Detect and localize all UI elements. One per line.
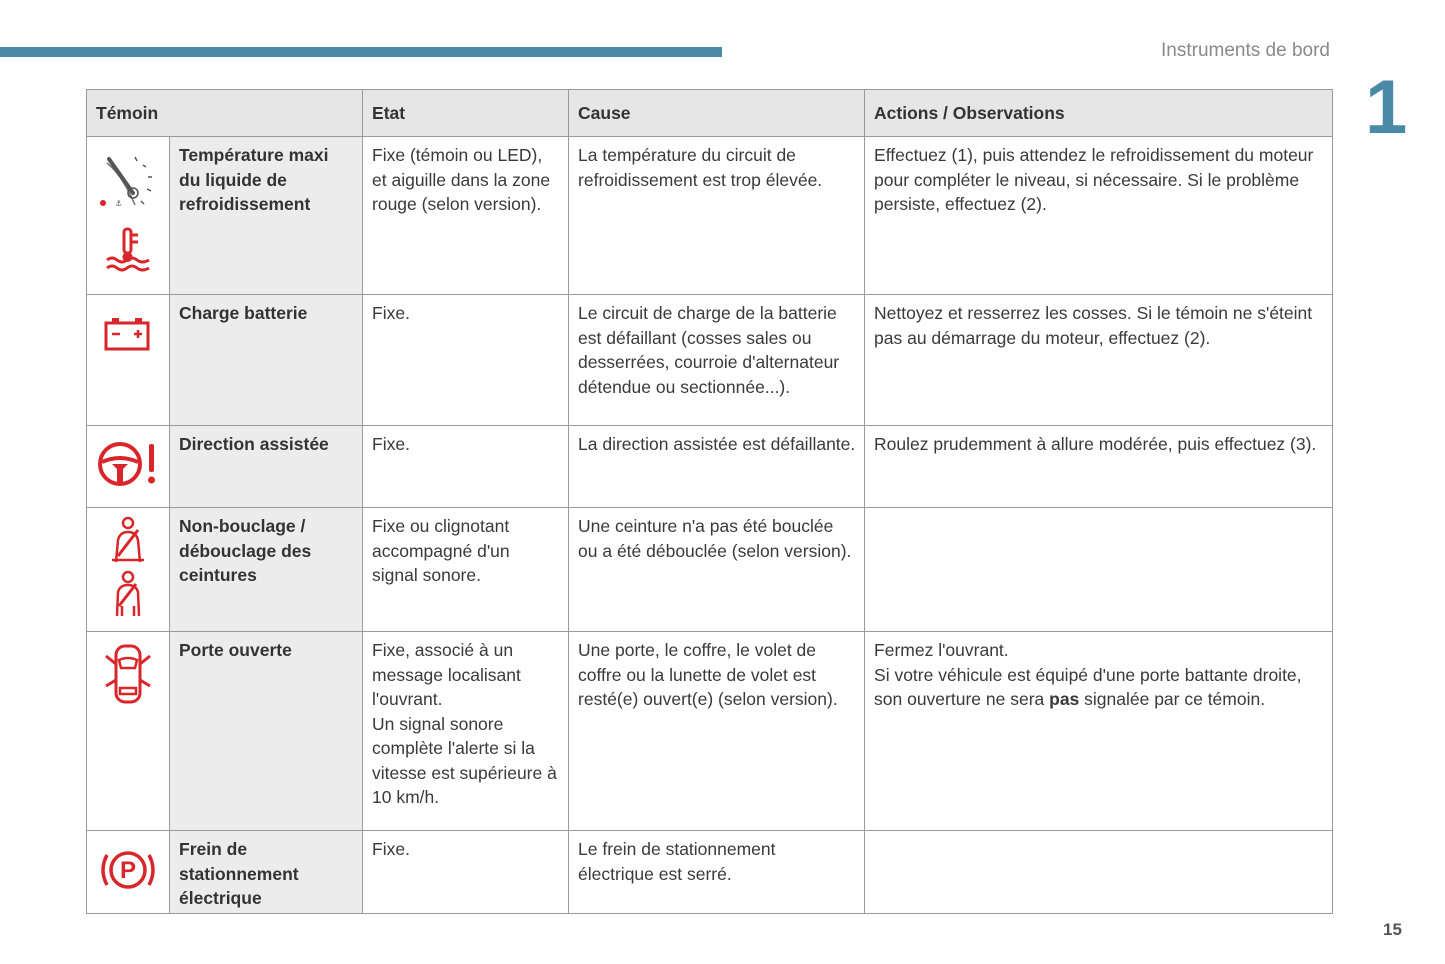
row-state: Fixe. [363, 831, 569, 914]
row-name: Non-bouclage / débouclage des ceintures [170, 508, 363, 632]
table-row [87, 137, 1333, 295]
row-action: Nettoyez et resserrez les cosses. Si le témoin ne s'éteint pas au démarrage du moteur, effectuez (2). [865, 295, 1333, 426]
row-action: Effectuez (1), puis attendez le refroidissement du moteur pour compléter le niveau, si nécessaire. Si le problème persiste, effectuez (2). [865, 137, 1333, 295]
row-name: Charge batterie [170, 295, 363, 426]
row-name: Température maxi du liquide de refroidissement [170, 137, 363, 295]
power-steering-icon [96, 440, 160, 490]
row-icons [87, 508, 170, 632]
row-icons [87, 426, 170, 508]
row-name: Direction assistée [170, 426, 363, 508]
row-icons [87, 831, 170, 914]
header-etat: Etat [363, 90, 569, 137]
table-row [87, 831, 1333, 914]
row-name: Frein de stationnement électrique [170, 831, 363, 914]
coolant-temperature-icon [103, 227, 153, 275]
row-state: Fixe ou clignotant accompagné d'un signal sonore. [363, 508, 569, 632]
battery-icon [103, 315, 153, 355]
warning-lights-table [86, 89, 1333, 914]
row-action [865, 632, 1333, 831]
row-cause: Le circuit de charge de la batterie est défaillant (cosses sales ou desserrées, courroie d'alternateur détendue ou sectionnée...). [569, 295, 865, 426]
row-action [865, 508, 1333, 632]
table-row [87, 508, 1333, 632]
row-state [363, 632, 569, 831]
action-line [874, 663, 1324, 712]
action-emphasis: pas [1049, 689, 1080, 709]
state-line: Fixe, associé à un message localisant l'ouvrant. [372, 640, 521, 709]
table-row [87, 632, 1333, 831]
coolant-gauge-icon [95, 149, 161, 223]
table-row [87, 295, 1333, 426]
seatbelt-front-icon [106, 516, 150, 568]
row-state: Fixe (témoin ou LED), et aiguille dans la zone rouge (selon version). [363, 137, 569, 295]
row-icons [87, 137, 170, 295]
row-state: Fixe. [363, 426, 569, 508]
table-row [87, 426, 1333, 508]
row-cause: La direction assistée est défaillante. [569, 426, 865, 508]
row-action [865, 831, 1333, 914]
door-open-icon [103, 642, 153, 708]
section-title: Instruments de bord [1161, 40, 1330, 61]
row-cause: Une ceinture n'a pas été bouclée ou a été débouclée (selon version). [569, 508, 865, 632]
action-text: Si votre véhicule est équipé d'une porte battante droite, son ouverture ne sera [874, 664, 1302, 709]
page-number: 15 [1383, 920, 1402, 939]
row-icons [87, 632, 170, 831]
svg-text:P: P [119, 857, 137, 884]
row-action: Roulez prudemment à allure modérée, puis effectuez (3). [865, 426, 1333, 508]
row-state: Fixe. [363, 295, 569, 426]
table-header-row [87, 90, 1333, 137]
row-cause: Le frein de stationnement électrique est serré. [569, 831, 865, 914]
svg-text:⚓: ⚓ [115, 199, 123, 208]
row-cause: La température du circuit de refroidissement est trop élevée. [569, 137, 865, 295]
row-name: Porte ouverte [170, 632, 363, 831]
parking-brake-icon [97, 845, 159, 895]
row-icons [87, 295, 170, 426]
action-line: Fermez l'ouvrant. [874, 640, 1009, 660]
chapter-number: 1 [1365, 65, 1408, 150]
header-temoin: Témoin [87, 90, 363, 137]
row-cause: Une porte, le coffre, le volet de coffre ou la lunette de volet est resté(e) ouvert(e) (selon version). [569, 632, 865, 831]
header-cause: Cause [569, 90, 865, 137]
action-text: signalée par ce témoin. [1079, 689, 1266, 709]
header-accent-bar [0, 47, 722, 57]
seatbelt-rear-icon [108, 570, 148, 620]
state-line: Un signal sonore complète l'alerte si la vitesse est supérieure à 10 km/h. [372, 713, 557, 807]
header-actions: Actions / Observations [865, 90, 1333, 137]
